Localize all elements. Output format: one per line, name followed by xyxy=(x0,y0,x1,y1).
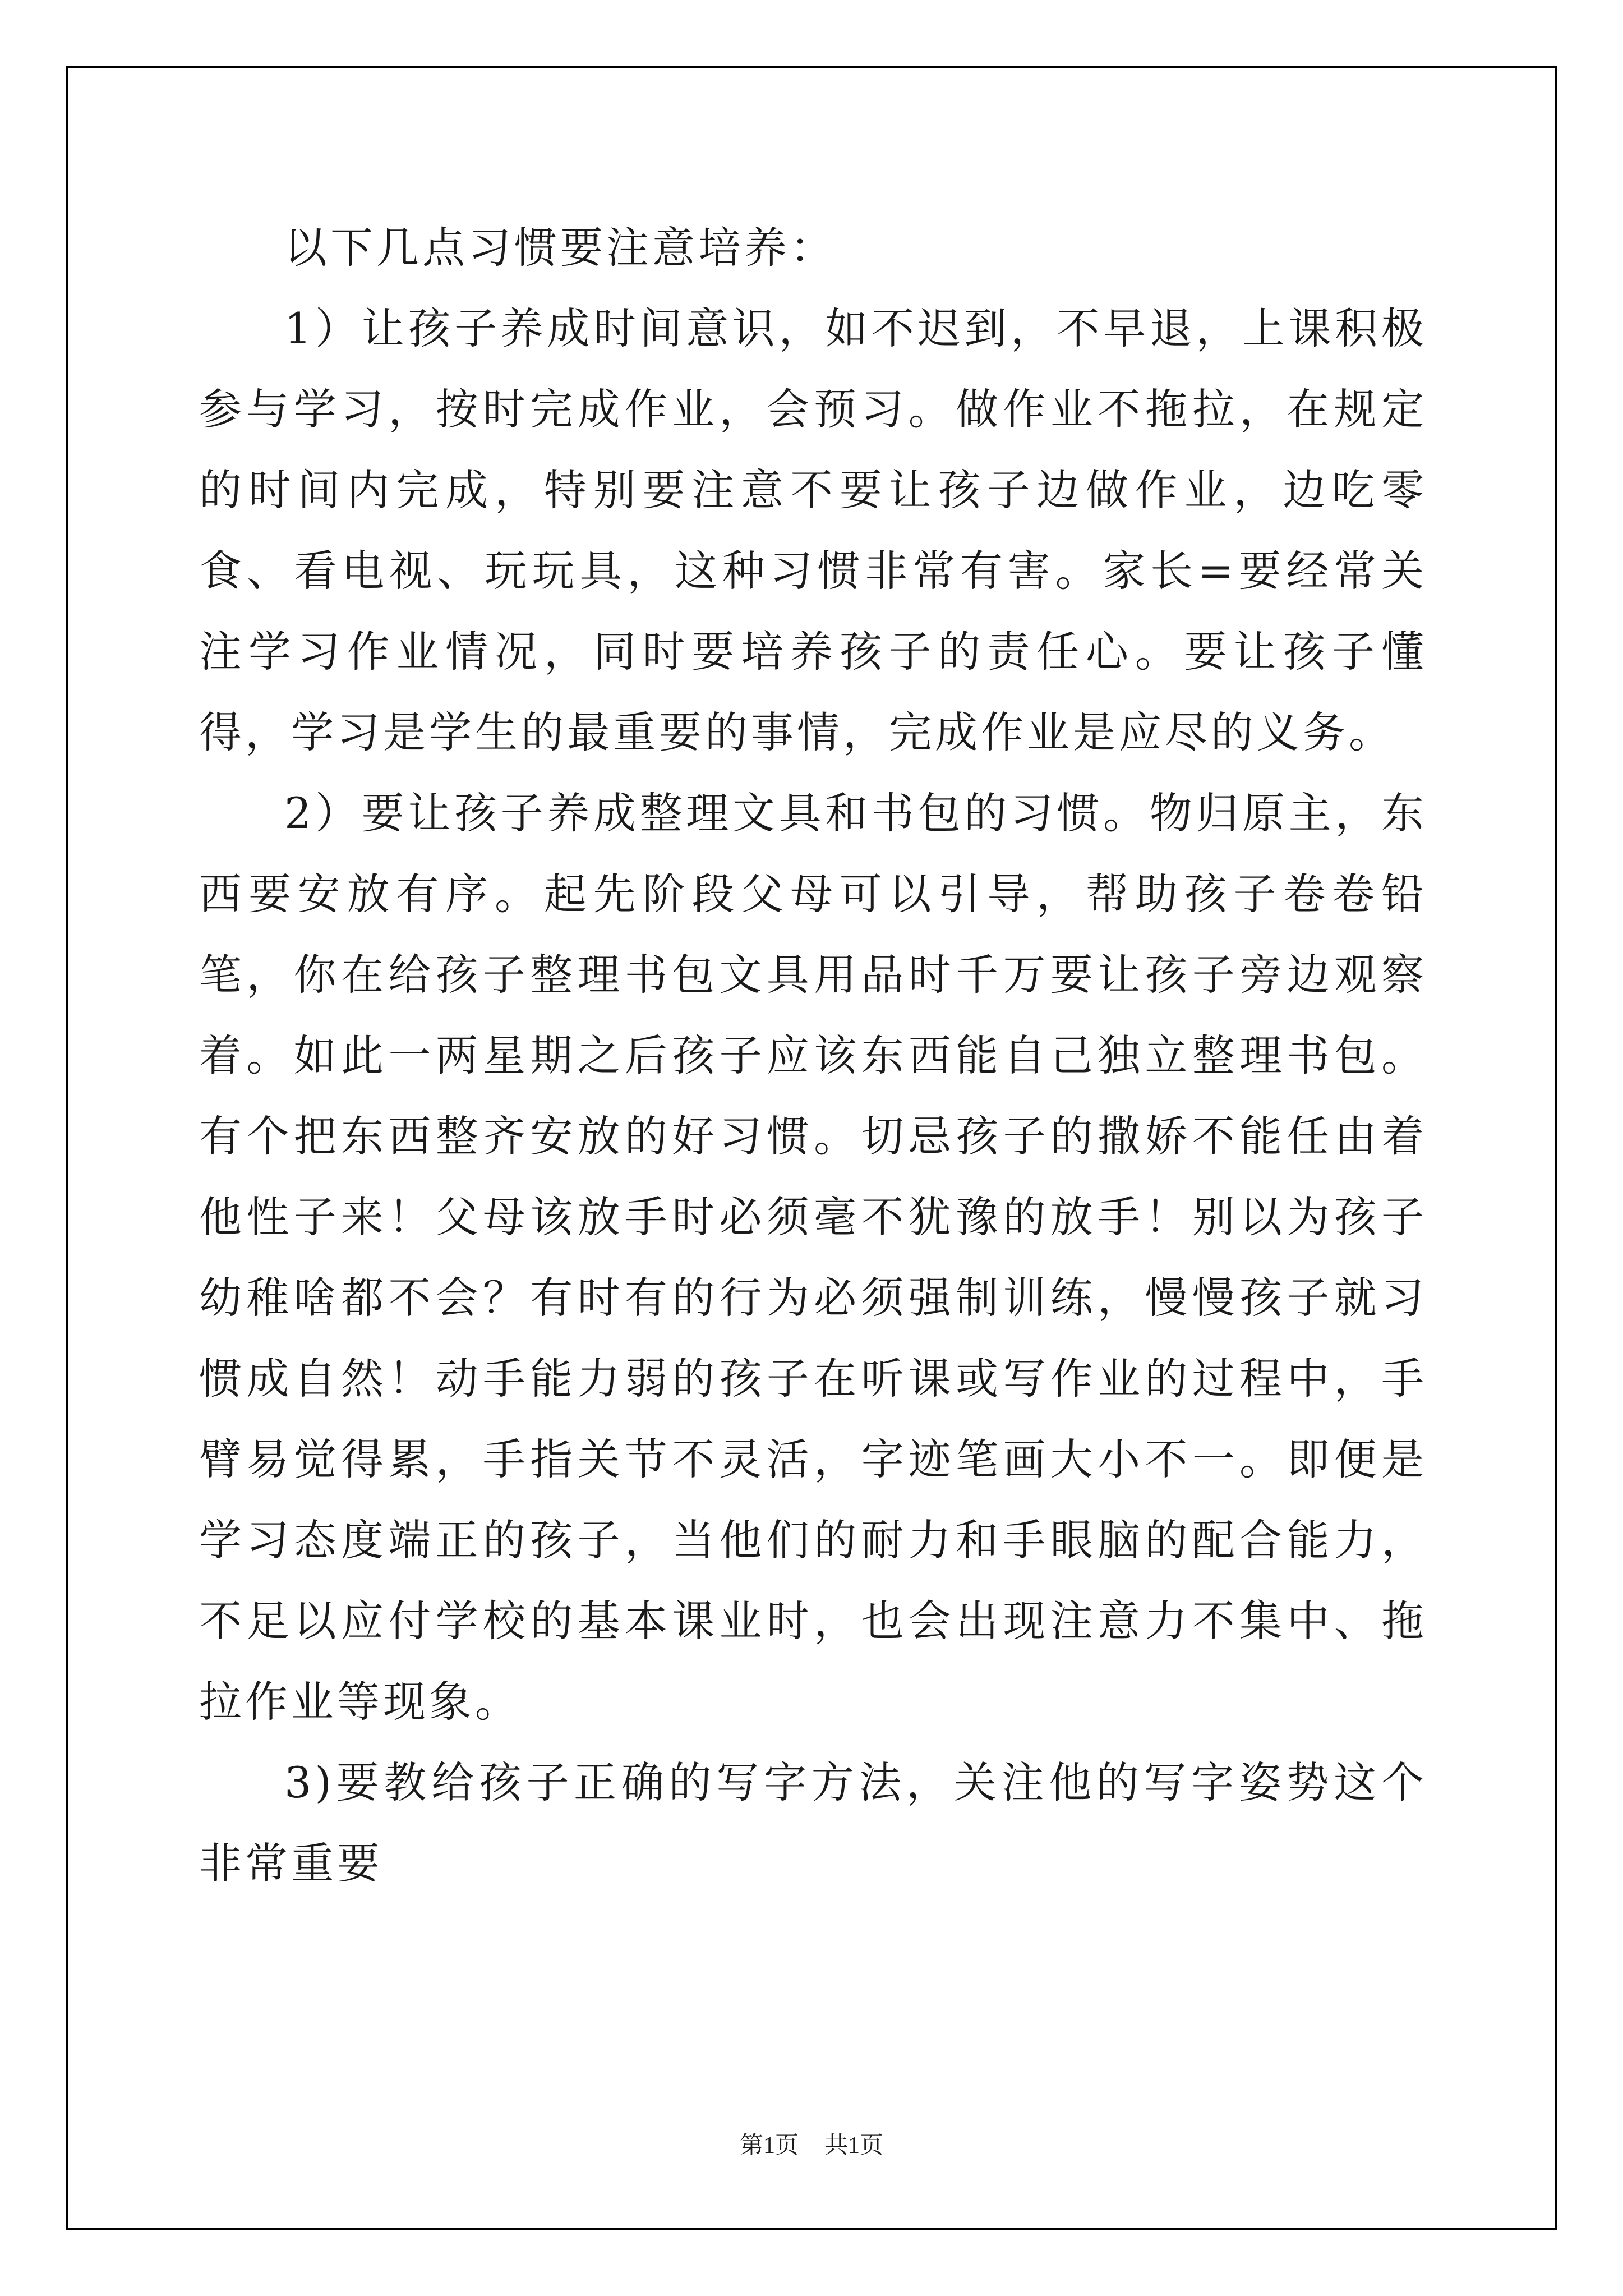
paragraph-3: 3)要教给孩子正确的写字方法，关注他的写字姿势这个非常重要 xyxy=(199,1757,1427,1888)
paragraph-2: 2）要让孩子养成整理文具和书包的习惯。物归原主，东西要安放有序。起先阶段父母可以引导，帮助孩子卷卷铅笔，你在给孩子整理书包文具用品时千万要让孩子旁边观察着。如此一两星期之后孩子应该东西能自己独立整理书包。有个把东西整齐安放的好习惯。切忌孩子的撒娇不能任由着他性子来！父母该放手时必须毫不犹豫的放手！别以为孩子幼稚啥都不会？有时有的行为必须强制训练，慢慢孩子就习惯成自然！动手能力弱的孩子在听课或写作业的过程中，手臂易觉得累，手指关节不灵活，字迹笔画大小不一。即便是学习态度端正的孩子，当他们的耐力和手眼脑的配合能力，不足以应付学校的基本课业时，也会出现注意力不集中、拖拉作业等现象。 xyxy=(199,788,1427,1727)
page-number-total: 共1页 xyxy=(824,2133,884,2159)
page-footer xyxy=(0,2129,1623,2162)
document-body xyxy=(199,208,1427,1904)
paragraph-intro: 以下几点习惯要注意培养： xyxy=(284,223,836,273)
paragraph-1: 1）让孩子养成时间意识，如不迟到，不早退，上课积极参与学习，按时完成作业，会预习。做作业不拖拉，在规定的时间内完成，特别要注意不要让孩子边做作业，边吃零食、看电视、玩玩具，这种习惯非常有害。家长=要经常关注学习作业情况，同时要培养孩子的责任心。要让孩子懂得，学习是学生的最重要的事情，完成作业是应尽的义务。 xyxy=(199,303,1427,757)
page-number-current: 第1页 xyxy=(739,2133,799,2159)
